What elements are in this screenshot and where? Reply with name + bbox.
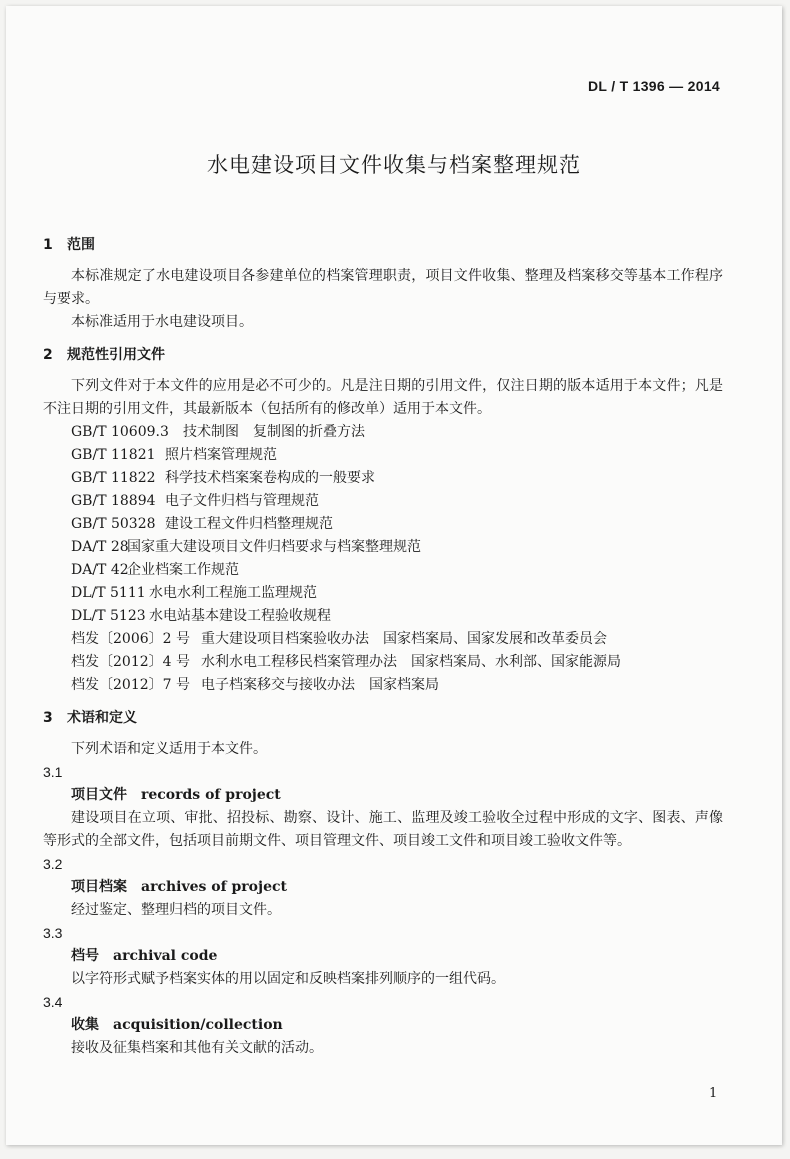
term-zh: 收集 [71, 1017, 99, 1033]
term-entry [43, 991, 723, 1060]
reference-item [71, 444, 723, 467]
section-number: 1 [43, 237, 53, 253]
reference-code: 档发〔2012〕7 号 [71, 677, 190, 693]
reference-code: GB/T 11822 [71, 470, 156, 486]
section-title: 范围 [67, 237, 95, 253]
reference-title: 建设工程文件归档整理规范 [165, 516, 333, 532]
term-number: 3.2 [43, 856, 63, 872]
section-2-heading [43, 344, 723, 367]
reference-title: 水电水利工程施工监理规范 [149, 585, 317, 601]
term-en: archival code [113, 948, 218, 964]
term-heading [71, 784, 723, 807]
section-3-heading [43, 707, 723, 730]
reference-code: DL/T 5123 [71, 608, 146, 624]
term-heading [71, 945, 723, 968]
reference-code: GB/T 50328 [71, 516, 156, 532]
term-number: 3.3 [43, 925, 63, 941]
reference-item [71, 536, 723, 559]
section-number: 2 [43, 347, 53, 363]
term-entry [43, 922, 723, 991]
standard-code: DL / T 1396 — 2014 [588, 78, 720, 94]
reference-item [71, 559, 723, 582]
reference-title: 国家重大建设项目文件归档要求与档案整理规范 [127, 539, 421, 555]
reference-item [71, 605, 723, 628]
reference-code: 档发〔2006〕2 号 [71, 631, 190, 647]
reference-code: GB/T 18894 [71, 493, 156, 509]
reference-code: GB/T 10609.3 [71, 424, 169, 440]
reference-item [71, 421, 723, 444]
reference-title: 科学技术档案案卷构成的一般要求 [165, 470, 375, 486]
reference-code: GB/T 11821 [71, 447, 156, 463]
term-definition: 以字符形式赋予档案实体的用以固定和反映档案排列顺序的一组代码。 [71, 971, 505, 987]
reference-title: 水电站基本建设工程验收规程 [149, 608, 331, 624]
reference-item [71, 651, 723, 674]
term-definition: 经过鉴定、整理归档的项目文件。 [71, 902, 281, 918]
reference-code: DL/T 5111 [71, 585, 146, 601]
section-title: 规范性引用文件 [67, 347, 165, 363]
term-en: acquisition/collection [113, 1017, 283, 1033]
term-number: 3.1 [43, 764, 63, 780]
term-number: 3.4 [43, 994, 63, 1010]
terms-intro: 下列术语和定义适用于本文件。 [71, 741, 267, 757]
reference-title: 技术制图 复制图的折叠方法 [183, 424, 365, 440]
document-body [43, 234, 723, 1060]
term-en: records of project [141, 787, 281, 803]
reference-title: 电子文件归档与管理规范 [165, 493, 319, 509]
section-title: 术语和定义 [67, 710, 137, 726]
references-intro: 下列文件对于本文件的应用是必不可少的。凡是注日期的引用文件，仅注日期的版本适用于本文件；凡是不注日期的引用文件，其最新版本（包括所有的修改单）适用于本文件。 [43, 378, 723, 417]
document-page [6, 6, 782, 1145]
reference-list [43, 421, 723, 697]
reference-item [71, 628, 723, 651]
term-heading [71, 876, 723, 899]
term-entry [43, 761, 723, 853]
term-en: archives of project [141, 879, 287, 895]
reference-item [71, 490, 723, 513]
section-1-heading [43, 234, 723, 257]
section-number: 3 [43, 710, 53, 726]
term-zh: 项目文件 [71, 787, 127, 803]
term-entry [43, 853, 723, 922]
reference-item [71, 674, 723, 697]
reference-item [71, 513, 723, 536]
page-number: 1 [709, 1086, 718, 1101]
reference-title: 电子档案移交与接收办法 国家档案局 [201, 677, 439, 693]
reference-code: DA/T 42 [71, 562, 129, 578]
term-zh: 档号 [71, 948, 99, 964]
reference-item [71, 582, 723, 605]
reference-title: 水利水电工程移民档案管理办法 国家档案局、水利部、国家能源局 [201, 654, 621, 670]
reference-code: 档发〔2012〕4 号 [71, 654, 190, 670]
reference-title: 企业档案工作规范 [127, 562, 239, 578]
term-heading [71, 1014, 723, 1037]
reference-title: 重大建设项目档案验收办法 国家档案局、国家发展和改革委员会 [201, 631, 607, 647]
term-definition: 接收及征集档案和其他有关文献的活动。 [71, 1040, 323, 1056]
scope-paragraph-1: 本标准规定了水电建设项目各参建单位的档案管理职责，项目文件收集、整理及档案移交等基本工作程序与要求。 [43, 268, 723, 307]
scope-paragraph-2: 本标准适用于水电建设项目。 [71, 314, 253, 330]
term-zh: 项目档案 [71, 879, 127, 895]
reference-code: DA/T 28 [71, 539, 129, 555]
reference-title: 照片档案管理规范 [165, 447, 277, 463]
reference-item [71, 467, 723, 490]
document-title: 水电建设项目文件收集与档案整理规范 [207, 153, 581, 177]
term-definition: 建设项目在立项、审批、招投标、勘察、设计、施工、监理及竣工验收全过程中形成的文字、图表、声像等形式的全部文件，包括项目前期文件、项目管理文件、项目竣工文件和项目竣工验收文件等。 [43, 810, 723, 849]
